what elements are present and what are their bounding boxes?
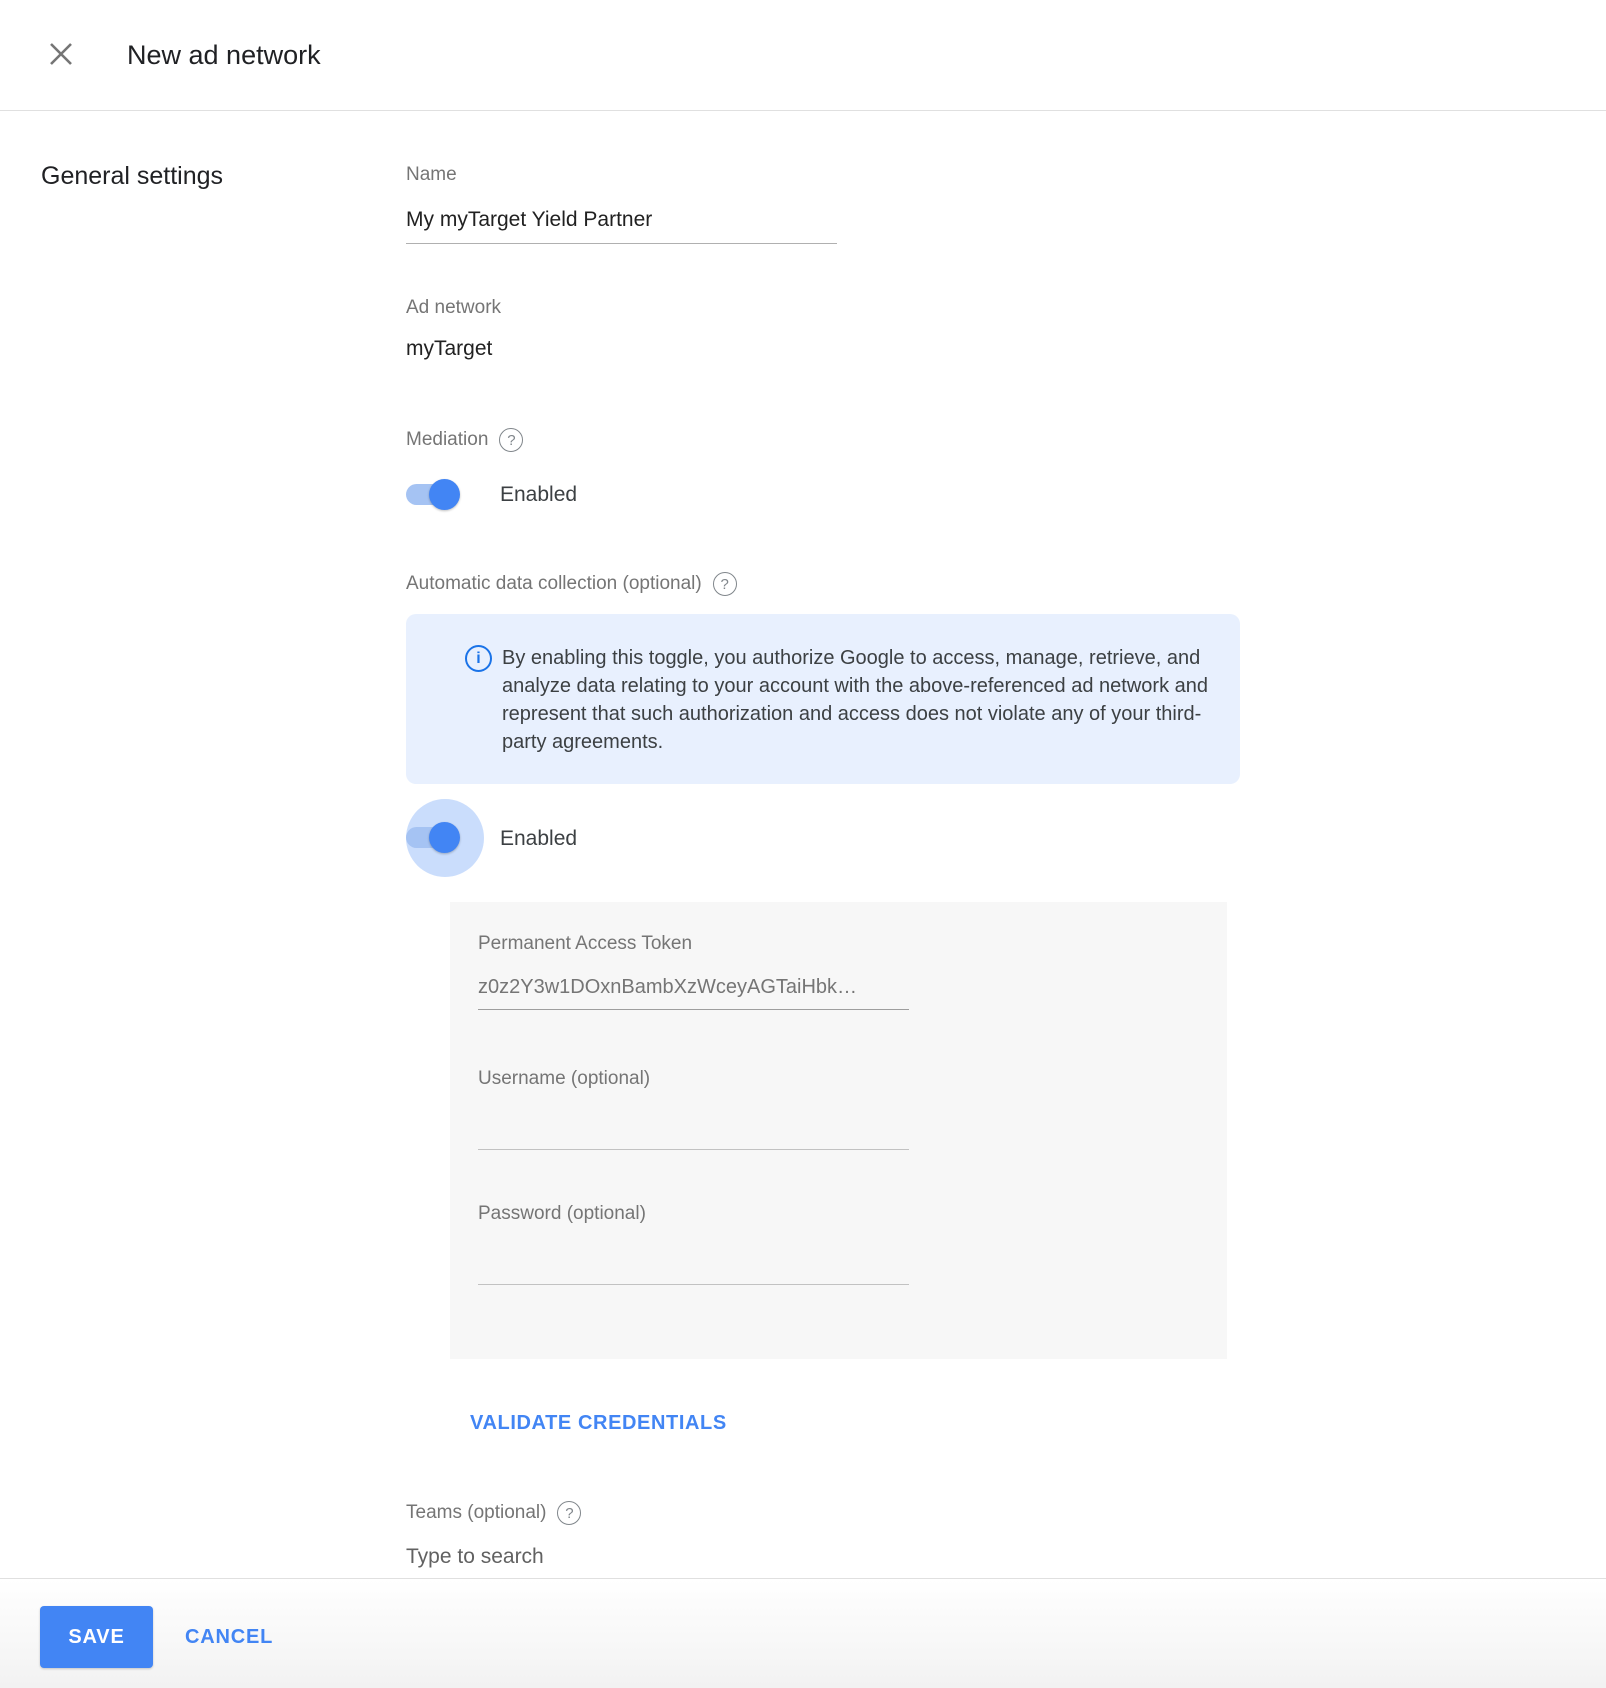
cancel-button[interactable]: CANCEL (185, 1606, 273, 1668)
auto-data-collection-label (406, 572, 737, 596)
password-label: Password (optional) (478, 1203, 646, 1224)
footer-bar (0, 1578, 1606, 1688)
credentials-panel (450, 902, 1227, 1359)
close-button[interactable] (45, 40, 77, 72)
username-label: Username (optional) (478, 1068, 651, 1089)
password-input[interactable] (478, 1241, 909, 1285)
teams-search-input[interactable] (406, 1545, 837, 1569)
access-token-input[interactable] (478, 966, 909, 1010)
mediation-status: Enabled (500, 483, 578, 506)
teams-help-icon[interactable]: ? (557, 1501, 581, 1525)
authorization-notice (406, 614, 1240, 784)
name-input[interactable] (406, 196, 837, 244)
toggle-knob (429, 479, 460, 510)
auto-data-collection-label-text: Automatic data collection (optional) (406, 573, 702, 594)
validate-credentials-button[interactable]: VALIDATE CREDENTIALS (470, 1412, 727, 1434)
section-general-settings: General settings (41, 162, 224, 190)
mediation-toggle[interactable] (406, 484, 458, 505)
auto-data-collection-help-icon[interactable]: ? (713, 572, 737, 596)
auto-data-collection-toggle[interactable] (406, 827, 458, 848)
close-icon (47, 40, 75, 73)
access-token-label: Permanent Access Token (478, 933, 693, 954)
username-input[interactable] (478, 1106, 909, 1150)
info-icon: i (465, 645, 492, 672)
mediation-help-icon[interactable]: ? (499, 428, 523, 452)
auto-data-collection-status: Enabled (500, 827, 578, 850)
teams-label-text: Teams (optional) (406, 1502, 547, 1523)
authorization-notice-text: By enabling this toggle, you authorize Google to access, manage, retrieve, and analyze data relating to your account with the above-referenced ad network and represent that such authorization and access does not violate any of your third-party agreements. (502, 647, 1208, 753)
teams-label (406, 1501, 581, 1525)
ad-network-value: myTarget (406, 337, 493, 360)
mediation-label-text: Mediation (406, 429, 489, 450)
mediation-label (406, 428, 523, 452)
save-button[interactable]: SAVE (40, 1606, 153, 1668)
page-title: New ad network (127, 40, 321, 70)
name-label: Name (406, 164, 457, 185)
ad-network-label: Ad network (406, 297, 502, 318)
dialog-header (0, 0, 1606, 111)
toggle-knob (429, 822, 460, 853)
